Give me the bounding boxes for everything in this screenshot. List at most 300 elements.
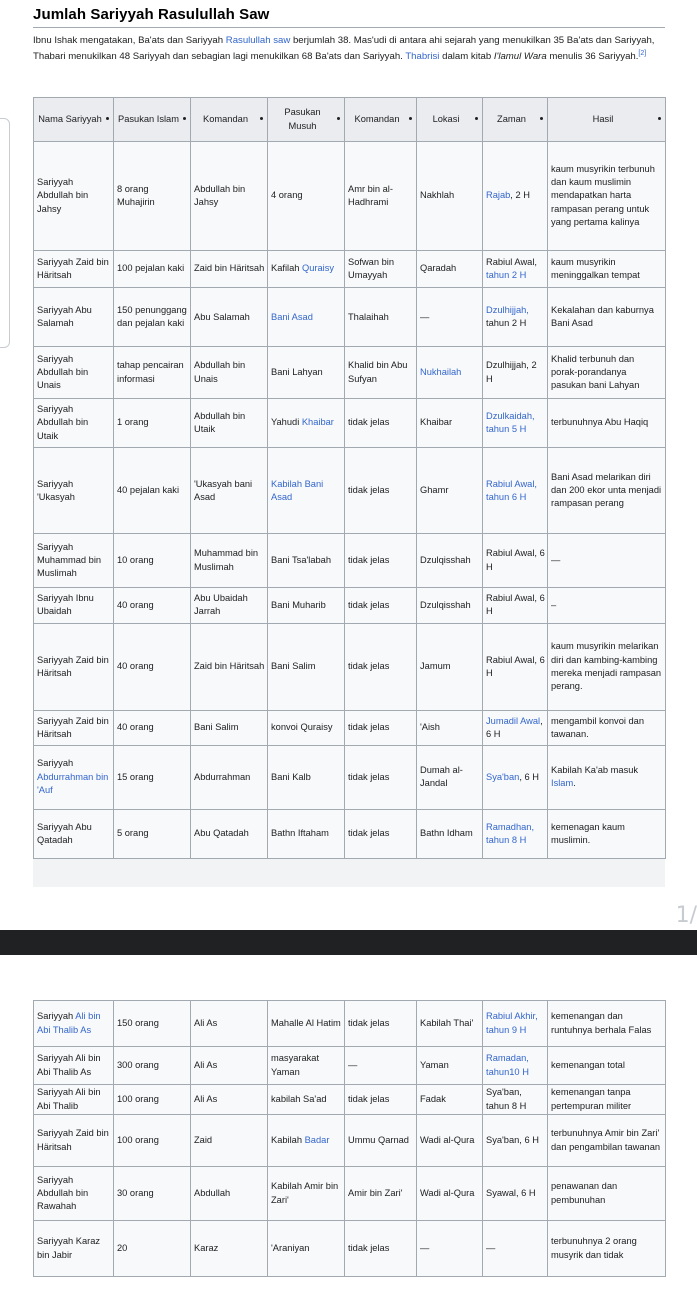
cell-komandan-musuh [345, 1167, 417, 1221]
wiki-link[interactable]: Ramadan, tahun10 H [486, 1053, 529, 1077]
cell-hasil [548, 745, 666, 809]
column-header[interactable]: Zaman [483, 98, 548, 142]
cell-pasukan-islam [114, 1085, 191, 1115]
cell-text: Bathn Idham [420, 828, 473, 839]
table-row [34, 287, 666, 347]
cell-text: 40 orang [117, 661, 154, 672]
cell-text: Sariyyah Abdullah bin Jahsy [37, 177, 89, 214]
cell-text: 5 orang [117, 828, 149, 839]
cell-text: Abdullah bin Jahsy [194, 183, 246, 207]
sort-icon[interactable] [106, 117, 109, 120]
cell-komandan-musuh [345, 142, 417, 251]
cell-komandan-musuh [345, 534, 417, 587]
cell-text: 1 orang [117, 417, 149, 428]
cell-text: Khaibar [420, 417, 453, 428]
wiki-link[interactable]: Jumadil Awal [486, 715, 541, 726]
cell-komandan-islam [191, 1221, 268, 1277]
cell-pasukan-islam [114, 809, 191, 858]
cell-text: kaum musyrikin meninggalkan tempat [551, 256, 640, 280]
cell-nama-sariyyah [34, 745, 114, 809]
intro-text-4: menulis 36 Sariyyah. [546, 50, 639, 62]
cell-text: Nakhlah [420, 190, 455, 201]
cell-text: 15 orang [117, 771, 154, 782]
table-row [34, 1047, 666, 1085]
cell-text: Qaradah [420, 263, 457, 274]
table-row [34, 587, 666, 623]
page-separator [0, 930, 697, 955]
table-row [34, 1167, 666, 1221]
cell-text: Muhammad bin Muslimah [194, 548, 259, 572]
column-header[interactable]: Nama Sariyyah [34, 98, 114, 142]
cell-komandan-musuh [345, 347, 417, 398]
intro-text-3: dalam kitab [439, 50, 494, 62]
cell-pasukan-islam [114, 711, 191, 746]
cell-text: Sariyyah Abu Salamah [37, 304, 92, 329]
cell-komandan-islam [191, 1167, 268, 1221]
cell-hasil [548, 1167, 666, 1221]
sort-icon[interactable] [337, 117, 340, 120]
cell-text: Dzulhijjah, 2 H [486, 360, 537, 384]
cell-text: , 6 H [519, 771, 539, 782]
cell-lokasi [417, 1085, 483, 1115]
cell-text: 100 orang [117, 1093, 159, 1104]
cell-text: 300 orang [117, 1059, 159, 1070]
rasulullah-link[interactable]: Rasulullah saw [225, 35, 291, 46]
cell-nama-sariyyah [34, 534, 114, 587]
cell-komandan-musuh [345, 745, 417, 809]
cell-text: Ali As [194, 1017, 218, 1028]
cell-text: kaum musyrikin melarikan diri dan kambing-kambing mereka menjadi rampasan perang. [551, 641, 662, 692]
cell-pasukan-islam [114, 347, 191, 398]
cell-text: — [420, 311, 430, 322]
column-header[interactable]: Hasil [548, 98, 666, 142]
table-row [34, 250, 666, 287]
cell-komandan-musuh [345, 1001, 417, 1047]
cell-nama-sariyyah [34, 347, 114, 398]
cell-hasil [548, 587, 666, 623]
cell-lokasi [417, 1001, 483, 1047]
cell-komandan-musuh [345, 587, 417, 623]
cell-text: terbunuhnya Abu Haqiq [551, 417, 649, 428]
cell-pasukan-islam [114, 1001, 191, 1047]
cell-zaman [483, 623, 548, 710]
intro-text-1: Ibnu Ishak mengatakan, Ba'ats dan Sariyyah [33, 35, 226, 46]
cell-text: penawanan dan pembunuhan [551, 1181, 618, 1205]
cell-text: Karaz [194, 1242, 219, 1253]
cell-text: terbunuhnya 2 orang musyrik dan tidak [551, 1236, 637, 1260]
cell-text: 20 [117, 1242, 128, 1253]
cell-komandan-islam [191, 534, 268, 587]
sort-icon[interactable] [540, 117, 543, 120]
cell-text: Bani Muharib [271, 599, 326, 610]
cell-pasukan-islam [114, 142, 191, 251]
table-row [34, 142, 666, 251]
cell-zaman [483, 1115, 548, 1167]
cell-text: Sariyyah [37, 758, 74, 769]
cell-text: Amir bin Zari' [348, 1187, 403, 1198]
cell-zaman [483, 142, 548, 251]
cell-zaman [483, 287, 548, 347]
cell-text: . [573, 778, 576, 789]
page-indicator: 1/ [675, 903, 697, 928]
cell-nama-sariyyah [34, 711, 114, 746]
cell-pasukan-islam [114, 534, 191, 587]
wiki-link[interactable]: Sya'ban [486, 771, 520, 782]
table-row [34, 623, 666, 710]
cell-text: masyarakat Yaman [271, 1053, 320, 1077]
cell-text: Bani Kalb [271, 771, 311, 782]
cell-komandan-islam [191, 1115, 268, 1167]
wiki-link[interactable]: Rabiul Awal, tahun 6 H [486, 478, 537, 502]
book-title: I'lamul Wara [493, 50, 547, 62]
cell-text: Khalid terbunuh dan porak-porandanya pasukan bani Lahyan [551, 353, 640, 391]
cell-text: tidak jelas [348, 599, 390, 610]
cell-komandan-musuh [345, 398, 417, 447]
cell-komandan-islam [191, 250, 268, 287]
wiki-link[interactable]: Dzulhijjah, [486, 304, 529, 315]
sort-icon[interactable] [658, 117, 661, 120]
cell-pasukan-musuh [268, 287, 345, 347]
wiki-link[interactable]: Badar [304, 1134, 330, 1145]
cell-text: tidak jelas [348, 771, 390, 782]
cell-komandan-musuh [345, 809, 417, 858]
cell-nama-sariyyah [34, 1047, 114, 1085]
cell-text: Khalid bin Abu Sufyan [348, 360, 408, 384]
left-margin-bracket [0, 118, 10, 348]
cell-text: Sofwan bin Umayyah [348, 256, 394, 280]
cell-text: Zaid [194, 1134, 213, 1145]
cell-text: Dumah al-Jandal [420, 765, 463, 789]
cell-pasukan-musuh [268, 142, 345, 251]
cell-text: kemenangan dan runtuhnya berhala Falas [551, 1011, 652, 1035]
cell-text: Sariyyah Ibnu Ubaidah [37, 593, 94, 617]
cell-nama-sariyyah [34, 1001, 114, 1047]
column-header[interactable]: Komandan [191, 98, 268, 142]
cell-text: Fadak [420, 1093, 446, 1104]
wiki-link[interactable]: Khaibar [301, 417, 334, 428]
cell-lokasi [417, 1221, 483, 1277]
cell-pasukan-musuh [268, 398, 345, 447]
cell-komandan-islam [191, 1085, 268, 1115]
cell-lokasi [417, 534, 483, 587]
sariyyah-table-continued [33, 1000, 666, 1277]
cell-text: Syawal, 6 H [486, 1187, 536, 1198]
cell-pasukan-islam [114, 448, 191, 534]
cell-nama-sariyyah [34, 623, 114, 710]
cell-pasukan-musuh [268, 587, 345, 623]
cell-text: — [486, 1242, 496, 1253]
cell-pasukan-islam [114, 587, 191, 623]
cell-komandan-islam [191, 1001, 268, 1047]
cell-hasil [548, 1115, 666, 1167]
sort-icon[interactable] [260, 117, 263, 120]
cell-text: Sariyyah Zaid bin Häritsah [37, 715, 109, 739]
cell-pasukan-musuh [268, 1085, 345, 1115]
cell-text: tidak jelas [348, 828, 390, 839]
cell-text: tahap pencairan informasi [117, 360, 184, 384]
cell-text: kabilah Sa'ad [271, 1093, 327, 1104]
table-row [34, 1001, 666, 1047]
column-header[interactable]: Komandan [345, 98, 417, 142]
cell-text: Ali As [194, 1059, 218, 1070]
cell-pasukan-musuh [268, 623, 345, 710]
cell-zaman [483, 745, 548, 809]
table-row [34, 745, 666, 809]
cell-komandan-islam [191, 287, 268, 347]
cell-text: Abdullah bin Unais [194, 360, 246, 384]
cell-text: Sariyyah Abu Qatadah [37, 821, 92, 845]
cell-lokasi [417, 250, 483, 287]
cell-zaman [483, 1001, 548, 1047]
cell-text: tidak jelas [348, 1017, 390, 1028]
cell-text: — [420, 1242, 430, 1253]
cell-hasil [548, 534, 666, 587]
heading-divider [33, 27, 665, 28]
wiki-link[interactable]: Rajab [486, 190, 511, 201]
intro-text-2: berjumlah 38. Mas'udi di antara ahi sejarah yang menukilkan 35 Ba'ats dan Sariyyah, Thabari menukilkan 48 Sariyyah dan sebagian lagi menukilkan 68 Ba'ats dan Sariyyah. [33, 35, 655, 62]
cell-text: Ali As [194, 1093, 218, 1104]
cell-text: tidak jelas [348, 661, 390, 672]
cell-hasil [548, 711, 666, 746]
cell-text: kemenangan total [551, 1059, 625, 1070]
reference-link[interactable]: [2] [638, 49, 647, 57]
cell-pasukan-islam [114, 623, 191, 710]
cell-text: konvoi Quraisy [271, 722, 333, 733]
cell-text: kemenagan kaum muslimin. [551, 821, 625, 845]
wiki-link[interactable]: Abdurrahman bin 'Auf [37, 771, 109, 795]
cell-lokasi [417, 448, 483, 534]
cell-pasukan-musuh [268, 745, 345, 809]
table-row [34, 1221, 666, 1277]
cell-text: Bani Lahyan [271, 367, 323, 377]
cell-nama-sariyyah [34, 1085, 114, 1115]
cell-komandan-musuh [345, 623, 417, 710]
cell-text: – [551, 599, 557, 610]
cell-text: 'Aish [420, 722, 440, 733]
cell-pasukan-musuh [268, 809, 345, 858]
cell-komandan-islam [191, 809, 268, 858]
cell-text: 150 penunggang dan pejalan kaki [117, 304, 187, 329]
cell-text: Sariyyah Zaid bin Häritsah [37, 654, 109, 678]
cell-nama-sariyyah [34, 287, 114, 347]
cell-zaman [483, 448, 548, 534]
thabrisi-link[interactable]: Thabrisi [405, 50, 440, 62]
table-header-row [34, 98, 666, 142]
wiki-link[interactable]: Ramadhan, tahun 8 H [486, 821, 535, 845]
cell-hasil [548, 287, 666, 347]
sort-icon[interactable] [475, 117, 478, 120]
wiki-link[interactable]: Nukhailah [420, 367, 462, 377]
cell-text: Jamum [420, 661, 451, 672]
sariyyah-table [33, 97, 666, 859]
table-row [34, 448, 666, 534]
cell-text: Abu Salamah [194, 311, 250, 322]
cell-text: 150 orang [117, 1017, 159, 1028]
cell-pasukan-musuh [268, 1115, 345, 1167]
cell-lokasi [417, 142, 483, 251]
cell-text: Rabiul Awal, 6 H [486, 654, 545, 678]
cell-zaman [483, 809, 548, 858]
cell-text: tidak jelas [348, 722, 390, 733]
table-row [34, 711, 666, 746]
cell-text: Rabiul Awal, 6 H [486, 593, 545, 617]
sort-icon[interactable] [183, 117, 186, 120]
cell-text: tidak jelas [348, 1242, 390, 1253]
cell-zaman [483, 534, 548, 587]
cell-nama-sariyyah [34, 398, 114, 447]
cell-text: tidak jelas [348, 417, 390, 428]
wiki-link[interactable]: Rabiul Akhir, tahun 9 H [486, 1011, 538, 1035]
column-header[interactable]: Pasukan Musuh [268, 98, 345, 142]
cell-nama-sariyyah [34, 587, 114, 623]
cell-text: Thalaihah [348, 311, 389, 322]
cell-komandan-musuh [345, 1047, 417, 1085]
cell-text: — [551, 554, 561, 565]
cell-text: , 2 H [510, 190, 530, 201]
cell-text: Bani Asad melarikan diri dan 200 ekor unta menjadi rampasan perang [551, 471, 662, 509]
cell-komandan-musuh [345, 1221, 417, 1277]
cell-pasukan-islam [114, 250, 191, 287]
cell-komandan-islam [191, 1047, 268, 1085]
cell-lokasi [417, 287, 483, 347]
cell-text: 30 orang [117, 1187, 154, 1198]
cell-text: 100 pejalan kaki [117, 263, 185, 274]
cell-text: 10 orang [117, 554, 154, 565]
wiki-link[interactable]: Bani Asad [271, 311, 313, 322]
cell-pasukan-musuh [268, 1001, 345, 1047]
cell-pasukan-islam [114, 1167, 191, 1221]
cell-text: Rabiul Awal, 6 H [486, 548, 545, 572]
cell-text: Sya'ban, 6 H [486, 1134, 539, 1145]
cell-pasukan-islam [114, 1047, 191, 1085]
cell-hasil [548, 1221, 666, 1277]
cell-text: terbunuhnya Amir bin Zari' dan pengambilan tawanan [551, 1128, 661, 1152]
cell-text: Abdullah bin Utaik [194, 410, 246, 434]
cell-lokasi [417, 587, 483, 623]
cell-komandan-musuh [345, 287, 417, 347]
cell-text: Kabilah Thai' [420, 1017, 474, 1028]
cell-komandan-musuh [345, 711, 417, 746]
cell-text: Yahudi [271, 417, 302, 428]
table-row [34, 1085, 666, 1115]
table-row [34, 347, 666, 398]
cell-zaman [483, 1221, 548, 1277]
sort-icon[interactable] [409, 117, 412, 120]
cell-pasukan-musuh [268, 250, 345, 287]
cell-zaman [483, 1047, 548, 1085]
cell-komandan-islam [191, 448, 268, 534]
table-footer-space [33, 859, 665, 887]
cell-text: Sariyyah Ali bin Abi Thalib As [37, 1053, 101, 1077]
cell-nama-sariyyah [34, 448, 114, 534]
cell-text: 40 orang [117, 599, 154, 610]
cell-text: Ummu Qarnad [348, 1134, 409, 1145]
wiki-link[interactable]: Quraisy [302, 263, 335, 274]
column-header[interactable]: Lokasi [417, 98, 483, 142]
cell-pasukan-musuh [268, 711, 345, 746]
cell-text: Bathn Iftaham [271, 828, 329, 839]
wiki-link[interactable]: Islam [551, 778, 574, 789]
cell-text: Sariyyah Zaid bin Häritsah [37, 256, 109, 280]
cell-pasukan-islam [114, 1115, 191, 1167]
cell-text: Sariyyah Muhammad bin Muslimah [37, 541, 102, 579]
cell-hasil [548, 1047, 666, 1085]
cell-text: Wadi al-Qura [420, 1187, 475, 1198]
cell-pasukan-islam [114, 287, 191, 347]
wiki-link[interactable]: tahun 2 H [486, 269, 527, 280]
cell-text: Sariyyah Zaid bin Häritsah [37, 1128, 109, 1152]
cell-zaman [483, 587, 548, 623]
cell-text: 40 pejalan kaki [117, 485, 180, 496]
cell-text: Abu Qatadah [194, 828, 249, 839]
wiki-link[interactable]: Kabilah Bani Asad [271, 478, 324, 502]
column-header[interactable]: Pasukan Islam [114, 98, 191, 142]
cell-pasukan-musuh [268, 448, 345, 534]
cell-lokasi [417, 1047, 483, 1085]
cell-text: Amr bin al-Hadhrami [348, 183, 393, 207]
cell-lokasi [417, 1167, 483, 1221]
cell-lokasi [417, 347, 483, 398]
cell-text: Zaid bin Häritsah [194, 661, 265, 672]
cell-text: Mahalle Al Hatim [271, 1017, 341, 1028]
cell-lokasi [417, 809, 483, 858]
wiki-link[interactable]: Ali bin Abi Thalib As [37, 1011, 101, 1035]
cell-pasukan-musuh [268, 1167, 345, 1221]
cell-komandan-islam [191, 623, 268, 710]
cell-zaman [483, 398, 548, 447]
cell-komandan-musuh [345, 1115, 417, 1167]
cell-komandan-islam [191, 745, 268, 809]
cell-nama-sariyyah [34, 1167, 114, 1221]
cell-lokasi [417, 1115, 483, 1167]
cell-hasil [548, 448, 666, 534]
cell-text: 40 orang [117, 722, 154, 733]
cell-text: Wadi al-Qura [420, 1134, 475, 1145]
cell-hasil [548, 809, 666, 858]
cell-hasil [548, 347, 666, 398]
cell-text: tidak jelas [348, 554, 390, 565]
cell-pasukan-musuh [268, 1221, 345, 1277]
cell-text: Kafilah [271, 263, 303, 274]
cell-text: mengambil konvoi dan tawanan. [551, 715, 645, 739]
cell-komandan-islam [191, 347, 268, 398]
table-row [34, 809, 666, 858]
cell-pasukan-musuh [268, 347, 345, 398]
cell-pasukan-musuh [268, 1047, 345, 1085]
cell-nama-sariyyah [34, 1115, 114, 1167]
cell-hasil [548, 142, 666, 251]
cell-text: Abdurrahman [194, 771, 251, 782]
cell-zaman [483, 1085, 548, 1115]
cell-pasukan-islam [114, 398, 191, 447]
intro-paragraph [33, 33, 663, 64]
cell-pasukan-islam [114, 745, 191, 809]
cell-text: Bani Salim [194, 722, 239, 733]
cell-text: Kabilah [271, 1134, 305, 1145]
wiki-link[interactable]: Dzulkaidah, tahun 5 H [486, 410, 535, 434]
cell-komandan-islam [191, 142, 268, 251]
cell-text: Dzulqisshah [420, 599, 471, 610]
cell-text: kemenangan tanpa pertempuran militer [551, 1087, 632, 1111]
cell-hasil [548, 623, 666, 710]
cell-komandan-islam [191, 587, 268, 623]
cell-text: tahun 2 H [486, 318, 527, 329]
table-row [34, 1115, 666, 1167]
cell-nama-sariyyah [34, 250, 114, 287]
cell-pasukan-islam [114, 1221, 191, 1277]
cell-nama-sariyyah [34, 809, 114, 858]
cell-pasukan-musuh [268, 534, 345, 587]
